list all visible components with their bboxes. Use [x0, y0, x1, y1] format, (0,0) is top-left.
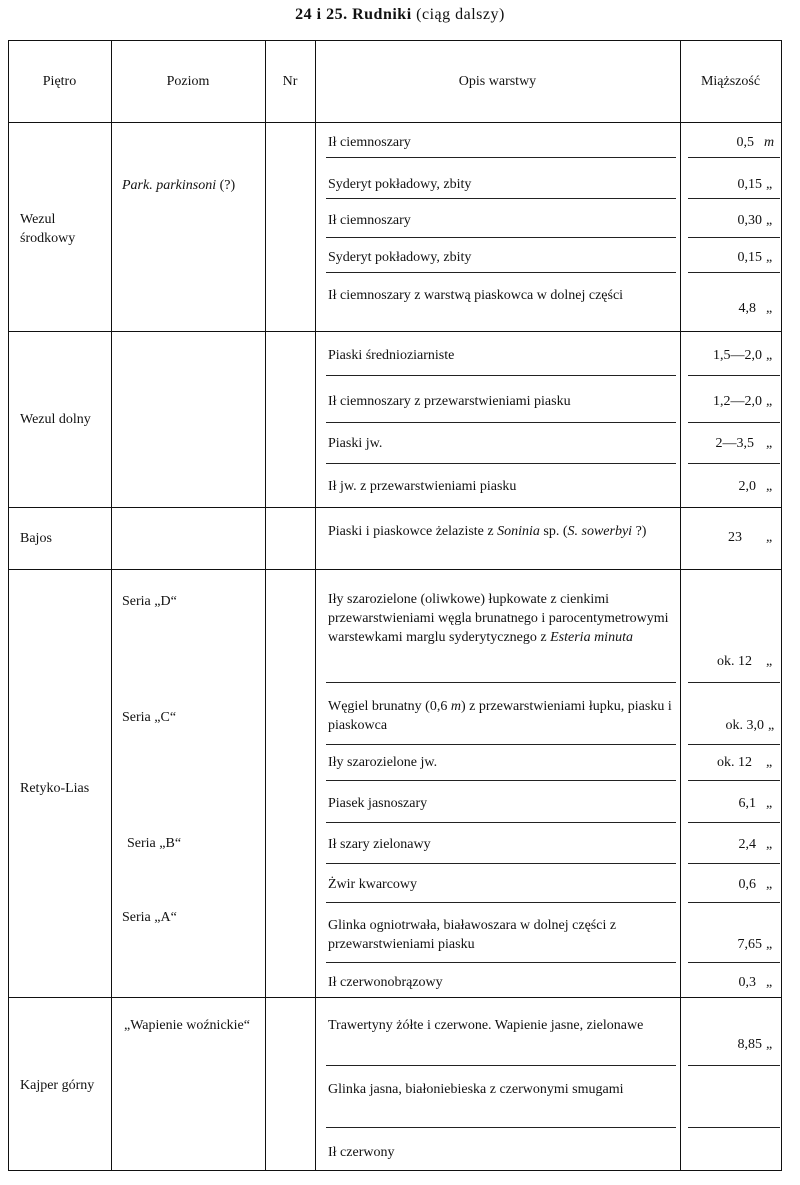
thickness-unit: „	[766, 1037, 773, 1052]
row-divider	[688, 198, 780, 199]
row-divider	[326, 198, 676, 199]
row-divider	[326, 780, 676, 781]
thickness-value: ok. 12	[717, 654, 752, 669]
row-divider	[688, 1065, 780, 1066]
thickness-value: 8,85	[737, 1037, 762, 1052]
desc-cell: Syderyt pokładowy, zbity	[328, 250, 472, 265]
thickness-unit: „	[766, 177, 773, 192]
thickness-unit: „	[768, 718, 775, 733]
group-divider	[8, 507, 782, 508]
title-main: 24 i 25. Rudniki	[295, 6, 412, 23]
group-divider	[8, 569, 782, 570]
row-divider	[688, 780, 780, 781]
row-divider	[326, 744, 676, 745]
thickness-value: ok. 3,0	[725, 718, 764, 733]
thickness-unit: „	[766, 394, 773, 409]
row-divider	[326, 463, 676, 464]
row-divider	[326, 962, 676, 963]
desc-cell: Piasek jasnoszary	[328, 796, 428, 811]
thickness-value: 1,5—2,0	[713, 348, 762, 363]
row-divider	[688, 237, 780, 238]
thickness-value: 2,4	[738, 837, 756, 852]
desc-cell: Węgiel brunatny (0,6 m) z przewarstwieniami łupku, piasku i piaskowca	[328, 699, 672, 733]
column-divider	[111, 40, 112, 1170]
thickness-unit: „	[766, 348, 773, 363]
row-divider	[688, 682, 780, 683]
desc-cell: Ił ciemnoszary z warstwą piaskowca w dolnej części	[328, 288, 624, 303]
header-opis: Opis warstwy	[458, 74, 537, 89]
row-divider	[688, 1127, 780, 1128]
table-border-left	[8, 40, 9, 1170]
thickness-value: 0,15	[737, 177, 762, 192]
desc-cell: Ił jw. z przewarstwieniami piasku	[328, 479, 517, 494]
row-divider	[688, 422, 780, 423]
page-title	[0, 6, 800, 24]
row-divider	[688, 744, 780, 745]
thickness-value: 0,6	[738, 877, 756, 892]
header-nr: Nr	[282, 74, 298, 89]
pietro-cell: Kajper górny	[20, 1078, 95, 1093]
desc-cell: Piaski jw.	[328, 436, 383, 451]
row-divider	[326, 682, 676, 683]
row-divider	[688, 863, 780, 864]
pietro-cell: Wezul dolny	[20, 412, 91, 427]
row-divider	[688, 962, 780, 963]
thickness-value: 6,1	[738, 796, 756, 811]
desc-cell: Ił ciemnoszary z przewarstwieniami piasku	[328, 394, 571, 409]
desc-cell: Glinka jasna, białoniebieska z czerwonymi smugami	[328, 1082, 624, 1097]
desc-cell: Iły szarozielone jw.	[328, 755, 438, 770]
desc-cell: Ił ciemnoszary	[328, 135, 411, 150]
row-divider	[688, 375, 780, 376]
thickness-value: ok. 12	[717, 755, 752, 770]
thickness-unit: „	[766, 250, 773, 265]
poziom-italic: Park. parkinsoni	[122, 178, 217, 193]
row-divider	[326, 422, 676, 423]
row-divider	[326, 822, 676, 823]
pietro-cell: Wezul środkowy	[20, 212, 76, 246]
pietro-cell: Bajos	[20, 531, 52, 546]
thickness-unit: „	[766, 436, 773, 451]
thickness-unit: „	[766, 796, 773, 811]
row-divider	[688, 822, 780, 823]
desc-cell: Iły szarozielone (oliwkowe) łupkowate z cienkimi przewarstwieniami węgla brunatnego i parocentymetrowymi warstewkami marglu syderytycznego z Esteria minuta	[328, 592, 669, 645]
desc-cell: Ił ciemnoszary	[328, 213, 411, 228]
desc-cell: Ił szary zielonawy	[328, 837, 431, 852]
column-divider	[315, 40, 316, 1170]
thickness-unit: „	[766, 837, 773, 852]
poziom-cell: „Wapienie woźnickie“	[124, 1018, 250, 1033]
thickness-unit: „	[766, 479, 773, 494]
poziom-cell: Seria „C“	[122, 710, 177, 725]
desc-cell: Piaski i piaskowce żelaziste z Soninia sp. (S. sowerbyi ?)	[328, 524, 647, 539]
desc-cell: Trawertyny żółte i czerwone. Wapienie jasne, zielonawe	[328, 1018, 644, 1033]
poziom-cell: Seria „D“	[122, 594, 177, 609]
thickness-unit: „	[766, 975, 773, 990]
desc-cell: Piaski średnioziarniste	[328, 348, 455, 363]
row-divider	[326, 1127, 676, 1128]
thickness-unit: „	[766, 877, 773, 892]
desc-cell: Żwir kwarcowy	[328, 877, 418, 892]
poziom-cell: Seria „A“	[122, 910, 177, 925]
desc-cell: Ił czerwony	[328, 1145, 395, 1160]
table-border-top	[8, 40, 782, 41]
thickness-value: 0,15	[737, 250, 762, 265]
thickness-value: 0,3	[738, 975, 756, 990]
thickness-value: 1,2—2,0	[713, 394, 762, 409]
thickness-unit: „	[766, 937, 773, 952]
thickness-unit: „	[766, 530, 773, 545]
header-divider	[8, 122, 782, 123]
row-divider	[688, 157, 780, 158]
thickness-value: 0,30	[737, 213, 762, 228]
thickness-unit: „	[766, 755, 773, 770]
poziom-cell: Park. parkinsoni (?)	[122, 178, 236, 193]
pietro-cell: Retyko-Lias	[20, 781, 90, 796]
desc-cell: Glinka ogniotrwała, białawoszara w dolnej części z przewarstwieniami piasku	[328, 918, 617, 952]
desc-cell: Ił czerwonobrązowy	[328, 975, 443, 990]
poziom-cell: Seria „B“	[127, 836, 182, 851]
header-poziom: Poziom	[166, 74, 210, 89]
header-miazszosc: Miąższość	[700, 74, 761, 89]
thickness-value: 2—3,5	[715, 436, 754, 451]
thickness-unit: „	[766, 301, 773, 316]
group-divider	[8, 331, 782, 332]
thickness-unit: „	[766, 213, 773, 228]
table-border-right	[781, 40, 782, 1170]
thickness-unit: m	[764, 135, 775, 150]
row-divider	[688, 902, 780, 903]
table-border-bottom	[8, 1170, 782, 1171]
row-divider	[326, 157, 676, 158]
thickness-value: 7,65	[737, 937, 762, 952]
row-divider	[326, 902, 676, 903]
row-divider	[326, 237, 676, 238]
desc-cell: Syderyt pokładowy, zbity	[328, 177, 472, 192]
thickness-unit: „	[766, 654, 773, 669]
row-divider	[326, 863, 676, 864]
thickness-value: 0,5	[736, 135, 754, 150]
row-divider	[326, 1065, 676, 1066]
title-sub: (ciąg dalszy)	[416, 6, 505, 23]
row-divider	[688, 463, 780, 464]
thickness-value: 4,8	[738, 301, 756, 316]
thickness-value: 23	[728, 530, 742, 545]
thickness-value: 2,0	[738, 479, 756, 494]
group-divider	[8, 997, 782, 998]
column-divider	[680, 40, 681, 1170]
header-pietro: Piętro	[42, 74, 77, 89]
row-divider	[326, 272, 676, 273]
row-divider	[326, 375, 676, 376]
column-divider	[265, 40, 266, 1170]
row-divider	[688, 272, 780, 273]
